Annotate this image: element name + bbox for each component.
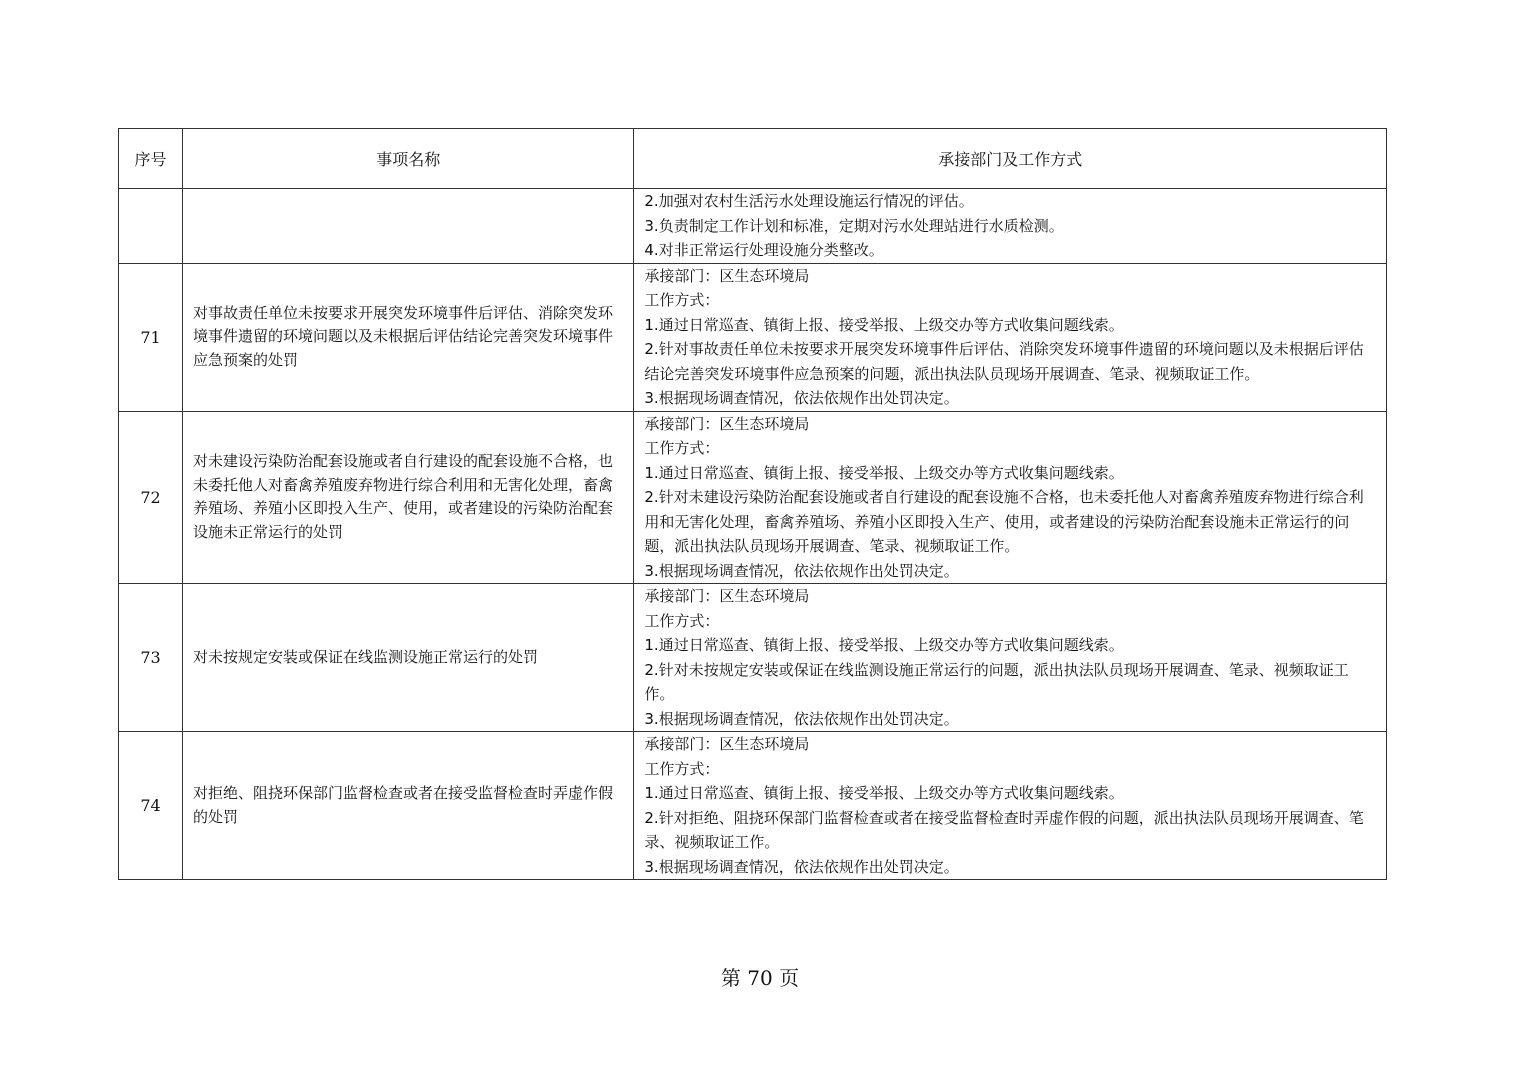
header-serial-number: 序号	[119, 129, 183, 189]
method-line: 1.通过日常巡查、镇街上报、接受举报、上级交办等方式收集问题线索。	[644, 315, 1124, 334]
method-line: 2.针对未建设污染防治配套设施或者自行建设的配套设施不合格，也未委托他人对畜禽养殖废弃物进行综合利用和无害化处理，畜禽养殖场、养殖小区即投入生产、使用，或者建设的污染防治配套设施未正常运行的问题，派出执法队员现场开展调查、笔录、视频取证工作。	[644, 488, 1364, 555]
header-matter-name: 事项名称	[183, 129, 634, 189]
row-department-method	[634, 732, 1387, 880]
method-heading: 工作方式：	[644, 439, 720, 457]
table-row	[119, 263, 1387, 411]
matters-table	[118, 128, 1387, 880]
row-number: 74	[119, 732, 183, 880]
method-heading: 工作方式：	[644, 611, 720, 630]
method-line: 2.加强对农村生活污水处理设施运行情况的评估。	[644, 192, 974, 210]
row-number: 73	[119, 584, 183, 732]
table-row	[119, 189, 1387, 264]
method-line: 3.负责制定工作计划和标准，定期对污水处理站进行水质检测。	[644, 216, 1064, 235]
row-matter-name: 对事故责任单位未按要求开展突发环境事件后评估、消除突发环境事件遗留的环境问题以及未根据后评估结论完善突发环境事件应急预案的处罚	[183, 263, 634, 411]
method-line: 3.根据现场调查情况，依法依规作出处罚决定。	[644, 561, 959, 580]
method-line: 3.根据现场调查情况，依法依规作出处罚决定。	[644, 709, 959, 728]
table-row	[119, 732, 1387, 880]
method-heading: 工作方式：	[644, 291, 720, 309]
table-header-row	[119, 129, 1387, 189]
method-line: 2.针对未按规定安装或保证在线监测设施正常运行的问题，派出执法队员现场开展调查、笔录、视频取证工作。	[644, 660, 1349, 703]
row-matter-name: 对未按规定安装或保证在线监测设施正常运行的处罚	[183, 584, 634, 732]
department-line: 承接部门：区生态环境局	[644, 266, 810, 285]
table-row	[119, 411, 1387, 584]
page-number: 第 70 页	[720, 966, 800, 990]
method-line: 3.根据现场调查情况，依法依规作出处罚决定。	[644, 857, 959, 876]
method-line: 1.通过日常巡查、镇街上报、接受举报、上级交办等方式收集问题线索。	[644, 636, 1124, 654]
row-matter-name: 对拒绝、阻挠环保部门监督检查或者在接受监督检查时弄虚作假的处罚	[183, 732, 634, 880]
row-matter-name	[183, 189, 634, 264]
row-department-method	[634, 584, 1387, 732]
row-number	[119, 189, 183, 264]
row-department-method	[634, 263, 1387, 411]
row-matter-name: 对未建设污染防治配套设施或者自行建设的配套设施不合格，也未委托他人对畜禽养殖废弃物进行综合利用和无害化处理，畜禽养殖场、养殖小区即投入生产、使用，或者建设的污染防治配套设施未正常运行的处罚	[183, 411, 634, 584]
method-heading: 工作方式：	[644, 759, 720, 778]
header-department-method: 承接部门及工作方式	[634, 129, 1387, 189]
method-line: 3.根据现场调查情况，依法依规作出处罚决定。	[644, 389, 959, 407]
method-line: 4.对非正常运行处理设施分类整改。	[644, 241, 884, 259]
method-line: 2.针对拒绝、阻挠环保部门监督检查或者在接受监督检查时弄虚作假的问题，派出执法队员现场开展调查、笔录、视频取证工作。	[644, 808, 1364, 851]
row-department-method	[634, 189, 1387, 264]
table-row	[119, 584, 1387, 732]
method-line: 2.针对事故责任单位未按要求开展突发环境事件后评估、消除突发环境事件遗留的环境问题以及未根据后评估结论完善突发环境事件应急预案的问题，派出执法队员现场开展调查、笔录、视频取证工作。	[644, 340, 1364, 383]
department-line: 承接部门：区生态环境局	[644, 587, 810, 605]
department-line: 承接部门：区生态环境局	[644, 735, 810, 753]
row-department-method	[634, 411, 1387, 584]
department-line: 承接部门：区生态环境局	[644, 414, 810, 433]
row-number: 71	[119, 263, 183, 411]
method-line: 1.通过日常巡查、镇街上报、接受举报、上级交办等方式收集问题线索。	[644, 463, 1124, 482]
method-line: 1.通过日常巡查、镇街上报、接受举报、上级交办等方式收集问题线索。	[644, 784, 1124, 802]
row-number: 72	[119, 411, 183, 584]
